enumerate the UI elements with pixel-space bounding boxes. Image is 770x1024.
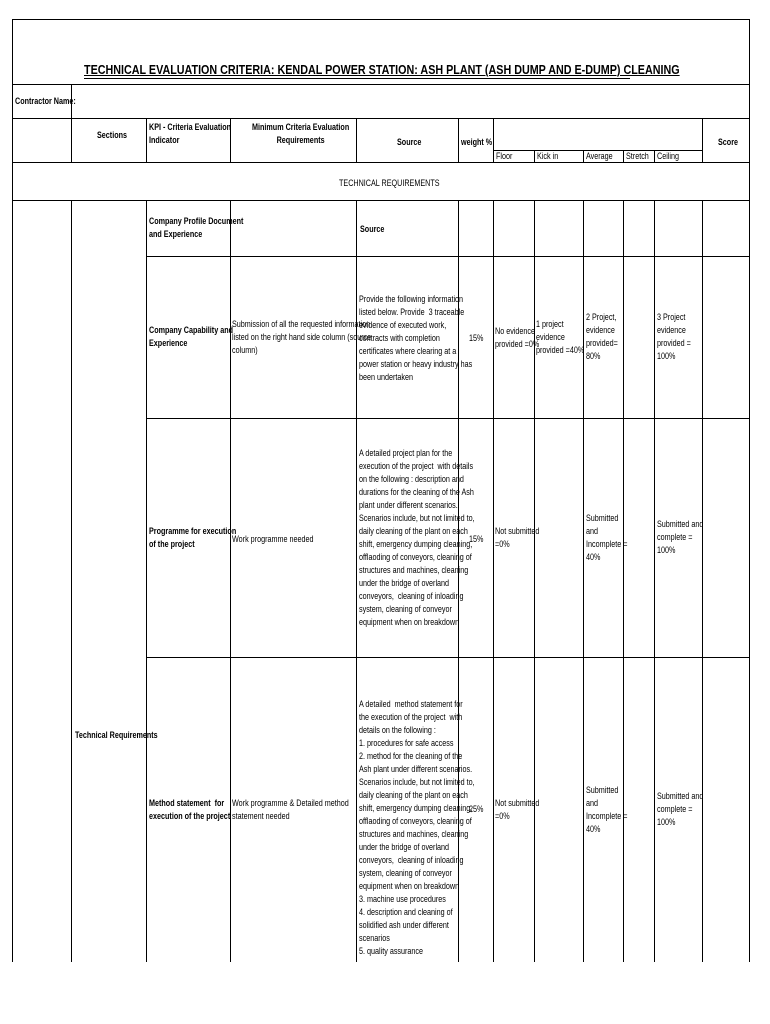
row-floor: Not submitted =0%: [495, 798, 540, 821]
row-kickin: 1 project evidence provided =40%: [536, 319, 585, 355]
grid-line: [583, 200, 584, 962]
header-score: Score: [718, 137, 739, 147]
header-weight: weight %: [461, 137, 493, 147]
grid-line: [458, 118, 459, 162]
header-source: Source: [397, 137, 422, 147]
row-weight: 15%: [469, 534, 484, 544]
row-source: Provide the following information listed below. Provide 3 traceable evidence of executed work, contracts with completion certificates where clearing at a power station or heavy industry has been undertaken: [359, 294, 473, 382]
row-average: Submitted and Incomplete = 40%: [586, 785, 628, 834]
grid-line: [749, 19, 750, 962]
grid-line: [702, 200, 703, 962]
grid-line: [654, 150, 655, 162]
grid-line: [583, 150, 584, 162]
grid-line: [654, 200, 655, 962]
row-source: A detailed project plan for the execution of the project with details on the following : description and durations for the cleaning of the Ash plant under different scenarios. Scenarios include, but not limited to, daily cleaning of the plant on each shift, emergency dumping cleaning, offlaoding of conveyors, cleaning of structures and machines, cleaning under the bridge of overland conveyors, cleaning of inloading system, cleaning of conveyor equipment when on breakdown: [359, 448, 475, 627]
row-kpi: Programme for execution of the project: [149, 526, 237, 549]
grid-line: [146, 256, 750, 257]
section-heading: TECHNICAL REQUIREMENTS: [339, 178, 440, 188]
row-minimum: Work programme needed: [232, 534, 314, 544]
header-kickin: Kick in: [537, 151, 559, 161]
grid-line: [623, 200, 624, 962]
contractor-label: Contractor Name:: [15, 96, 76, 106]
grid-line: [493, 118, 494, 162]
grid-line: [12, 118, 750, 119]
grid-line: [623, 150, 624, 162]
grid-line: [146, 200, 147, 962]
row-weight: 25%: [469, 804, 484, 814]
grid-line: [230, 200, 231, 962]
header-minimum: Minimum Criteria Evaluation Requirements: [252, 122, 350, 145]
grid-line: [71, 200, 72, 962]
grid-line: [493, 200, 494, 962]
contractor-name-field[interactable]: [72, 85, 749, 118]
row-kpi: Company Profile Document and Experience: [149, 216, 244, 239]
row-floor: Not submitted =0%: [495, 526, 540, 549]
row-ceiling: Submitted and complete = 100%: [657, 791, 704, 827]
row-source: Source: [360, 224, 385, 234]
row-kpi: Method statement for execution of the project: [149, 798, 231, 821]
header-sections: Sections: [97, 130, 128, 140]
row-weight: 15%: [469, 333, 484, 343]
grid-line: [146, 118, 147, 162]
section-name: Technical Requirements: [75, 730, 158, 740]
row-ceiling: 3 Project evidence provided = 100%: [657, 312, 691, 361]
grid-line: [702, 118, 703, 162]
header-kpi: KPI - Criteria Evaluation Indicator: [149, 122, 232, 145]
grid-line: [146, 418, 750, 419]
row-source: A detailed method statement for the execution of the project with details on the following : 1. procedures for safe access 2. method for the cleaning of the Ash plant under different scenarios. Scenarios include, but not limited to, daily cleaning of the plant on each shift, emergency dumping cleaning, offlaoding of conveyors, cleaning of structures and machines, cleaning under the bridge of overland conveyors, cleaning of inloading system, cleaning of conveyor equipment when on breakdown 3. machine use procedures 4. description and cleaning of solidified ash under different scenarios 5. quality assurance: [359, 699, 475, 956]
row-kpi: Company Capability and Experience: [149, 325, 234, 348]
header-ceiling: Ceiling: [657, 151, 680, 161]
grid-line: [12, 19, 750, 20]
title-underline: [84, 78, 630, 79]
grid-line: [146, 657, 750, 658]
row-floor: No evidence provided =0%: [495, 326, 540, 349]
grid-line: [12, 200, 750, 201]
row-ceiling: Submitted and complete = 100%: [657, 519, 704, 555]
grid-line: [12, 19, 13, 962]
row-minimum: Submission of all the requested information listed on the right hand side column (source column): [232, 319, 372, 355]
row-average: Submitted and Incomplete = 40%: [586, 513, 628, 562]
grid-line: [534, 200, 535, 962]
header-stretch: Stretch: [626, 151, 649, 161]
grid-line: [356, 118, 357, 162]
page-title: TECHNICAL EVALUATION CRITERIA: KENDAL POWER STATION: ASH PLANT (ASH DUMP AND E-DUMP) CLEANING: [84, 63, 680, 77]
grid-line: [356, 200, 357, 962]
row-minimum: Work programme & Detailed method statement needed: [232, 798, 349, 821]
header-floor: Floor: [496, 151, 513, 161]
row-average: 2 Project, evidence provided= 80%: [586, 312, 618, 361]
grid-line: [534, 150, 535, 162]
header-average: Average: [586, 151, 613, 161]
